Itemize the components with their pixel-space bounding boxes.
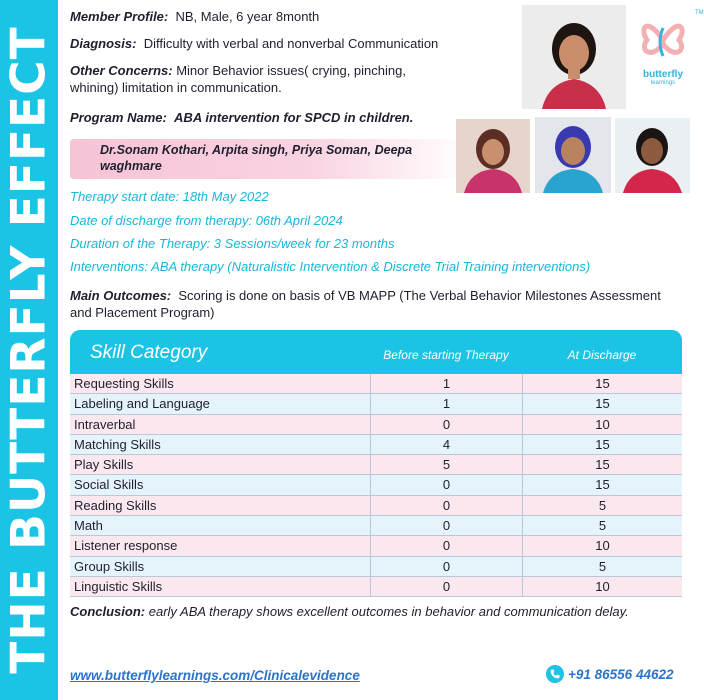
- skill-cell: Math: [74, 518, 103, 534]
- table-row: [70, 475, 682, 495]
- therapist-names: Dr.Sonam Kothari, Arpita singh, Priya Soman, Deepa waghmare: [100, 143, 413, 173]
- after-cell: 15: [522, 475, 682, 495]
- header-at-discharge: At Discharge: [567, 348, 637, 362]
- header-before-therapy: Before starting Therapy: [383, 348, 509, 362]
- skill-cell: Social Skills: [74, 477, 144, 493]
- phone-number[interactable]: +91 86556 44622: [568, 667, 674, 682]
- main-outcomes-line2: and Placement Program): [70, 305, 215, 320]
- table-row: [70, 394, 682, 414]
- therapist-avatar-3: [615, 118, 690, 193]
- phone-icon: [546, 665, 564, 683]
- after-cell: 10: [522, 536, 682, 556]
- member-profile: [70, 9, 319, 25]
- before-cell: 0: [370, 496, 522, 516]
- butterfly-icon: [633, 10, 693, 68]
- diagnosis: [70, 36, 438, 52]
- logo-name: butterfly: [643, 69, 683, 80]
- table-row: [70, 536, 682, 556]
- before-cell: 1: [370, 374, 522, 394]
- side-banner: [0, 0, 58, 700]
- after-cell: 15: [522, 374, 682, 394]
- skill-cell: Play Skills: [74, 457, 134, 473]
- conclusion: [70, 604, 629, 619]
- before-cell: 0: [370, 475, 522, 495]
- brand-logo: [633, 10, 693, 90]
- main-outcomes: [70, 288, 661, 304]
- before-cell: 0: [370, 516, 522, 536]
- other-concerns-line2: whining) limitation in communication.: [70, 80, 282, 95]
- therapy-duration: Duration of the Therapy: 3 Sessions/week for 23 months: [70, 236, 395, 251]
- before-cell: 1: [370, 394, 522, 414]
- skill-cell: Listener response: [74, 538, 178, 554]
- main-outcomes-label: Main Outcomes:: [70, 288, 172, 303]
- before-cell: 5: [370, 455, 522, 475]
- other-concerns-label: Other Concerns:: [70, 63, 173, 78]
- conclusion-text: early ABA therapy shows excellent outcomes in behavior and communication delay.: [148, 604, 629, 619]
- member-profile-value: NB, Male, 6 year 8month: [175, 9, 320, 24]
- after-cell: 15: [522, 455, 682, 475]
- conclusion-label: Conclusion:: [70, 604, 146, 619]
- after-cell: 15: [522, 394, 682, 414]
- website-link[interactable]: www.butterflylearnings.com/Clinicalevidence: [70, 668, 360, 683]
- side-banner-title: THE BUTTERFLY EFFECT: [1, 26, 57, 674]
- table-row: [70, 577, 682, 597]
- diagnosis-value: Difficulty with verbal and nonverbal Communication: [143, 36, 439, 51]
- header-skill-category: Skill Category: [90, 342, 208, 363]
- table-row: [70, 496, 682, 516]
- table-row: [70, 516, 682, 536]
- table-row: [70, 557, 682, 577]
- after-cell: 5: [522, 516, 682, 536]
- before-cell: 4: [370, 435, 522, 455]
- therapist-avatar-2: [535, 117, 611, 193]
- table-row: [70, 435, 682, 455]
- therapy-discharge: Date of discharge from therapy: 06th April 2024: [70, 213, 343, 228]
- after-cell: 15: [522, 435, 682, 455]
- before-cell: 0: [370, 557, 522, 577]
- table-header: [70, 330, 682, 374]
- logo-sub: learnings: [650, 80, 676, 86]
- skill-cell: Requesting Skills: [74, 376, 174, 391]
- diagnosis-label: Diagnosis:: [70, 36, 137, 51]
- table-row: [70, 374, 682, 394]
- other-concerns-value-line1: Minor Behavior issues( crying, pinching,: [176, 63, 406, 78]
- program-value: ABA intervention for SPCD in children.: [174, 110, 414, 125]
- table-row: [70, 455, 682, 475]
- after-cell: 5: [522, 496, 682, 516]
- main-outcomes-line1: Scoring is done on basis of VB MAPP (The Verbal Behavior Milestones Assessment: [178, 288, 661, 303]
- skill-cell: Labeling and Language: [74, 396, 210, 412]
- therapist-avatar-1: [456, 119, 530, 193]
- therapy-interventions: Interventions: ABA therapy (Naturalistic Intervention & Discrete Trial Training interventions): [70, 259, 591, 274]
- program-name: [70, 110, 413, 126]
- before-cell: 0: [370, 577, 522, 597]
- skill-cell: Matching Skills: [74, 436, 161, 452]
- trademark-mark: TM: [695, 10, 704, 16]
- member-profile-label: Member Profile:: [70, 9, 169, 24]
- lead-doctor-avatar: [522, 5, 626, 109]
- skills-table-body: [70, 374, 682, 597]
- before-cell: 0: [370, 415, 522, 435]
- before-cell: 0: [370, 536, 522, 556]
- skill-cell: Intraverbal: [74, 416, 136, 432]
- skill-cell: Linguistic Skills: [74, 578, 163, 594]
- skill-cell: Reading Skills: [74, 497, 157, 513]
- after-cell: 10: [522, 415, 682, 435]
- other-concerns: [70, 63, 406, 79]
- after-cell: 10: [522, 577, 682, 597]
- therapist-banner: [70, 139, 470, 179]
- table-row: [70, 415, 682, 435]
- skill-cell: Group Skills: [74, 558, 145, 574]
- program-label: Program Name:: [70, 110, 167, 125]
- therapy-start: Therapy start date: 18th May 2022: [70, 189, 269, 204]
- after-cell: 5: [522, 557, 682, 577]
